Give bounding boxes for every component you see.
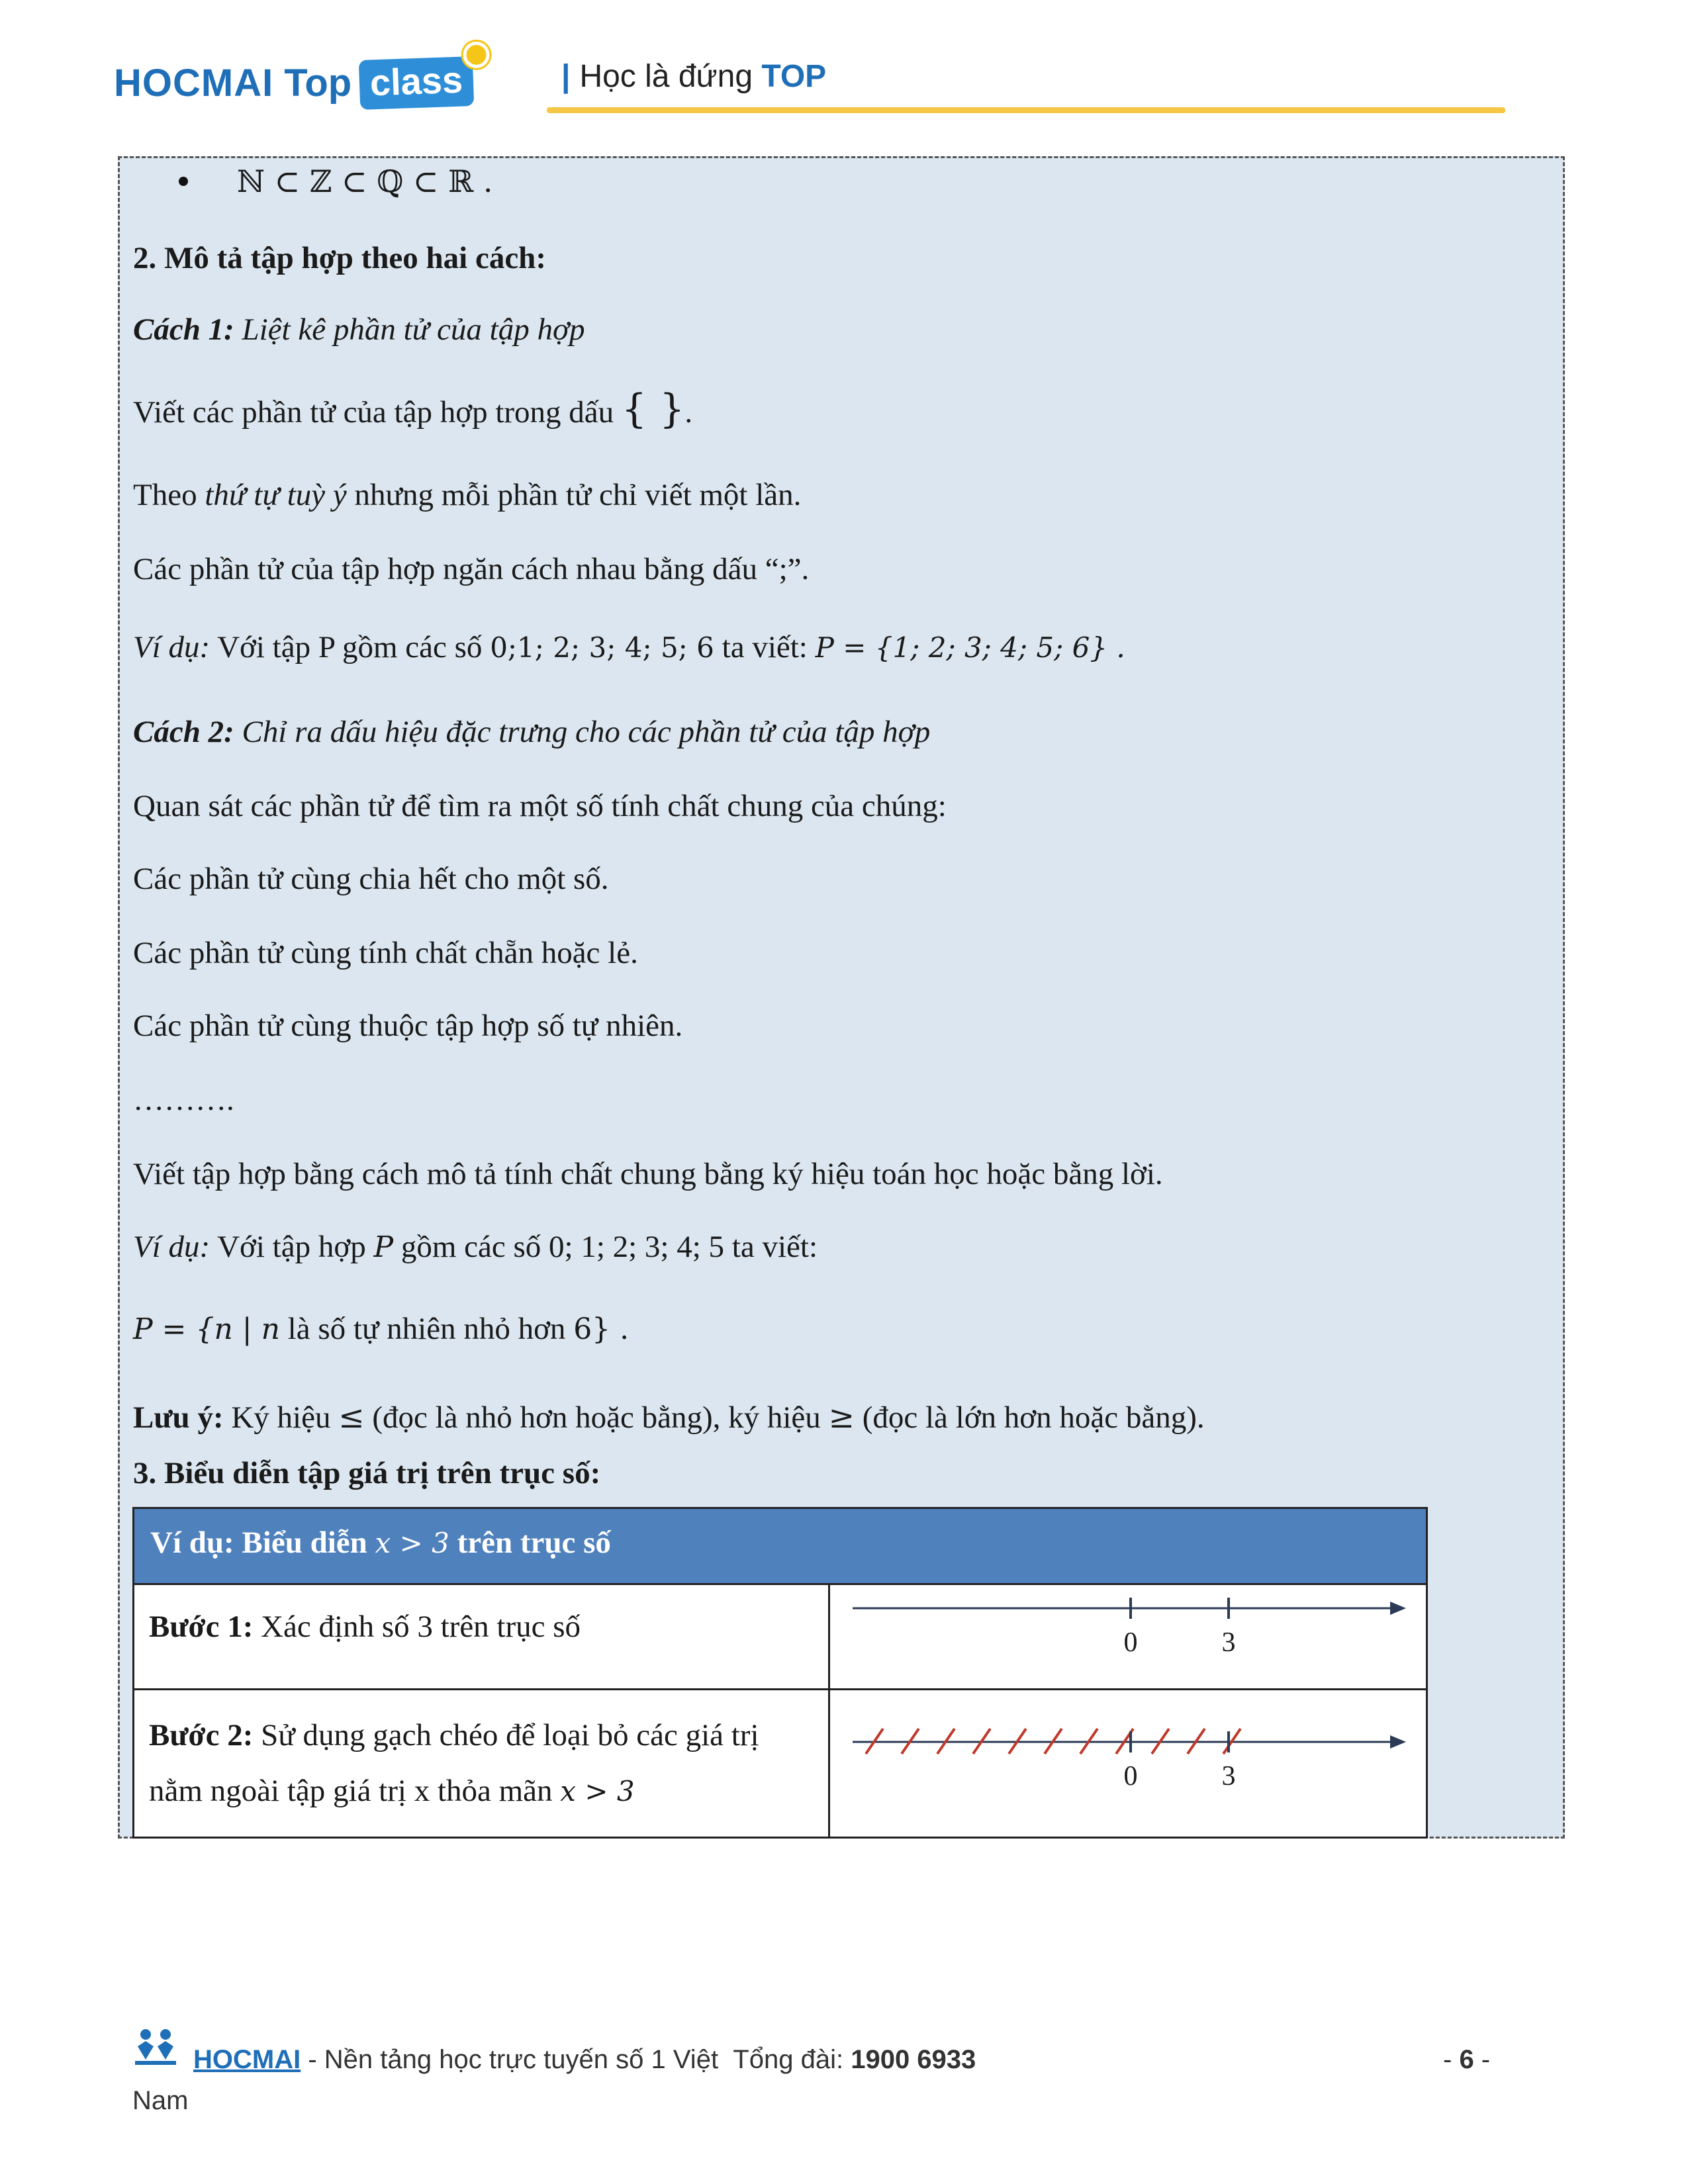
sun-icon (463, 41, 490, 68)
number-line-step2 (826, 1723, 1422, 1803)
m1-example-set: P = {1; 2; 3; 4; 5; 6} . (815, 631, 1125, 664)
m1-line1-braces: { } (621, 386, 685, 432)
m2-line4: Các phần tử cùng thuộc tập hợp số tự nhiên. (133, 1009, 683, 1043)
m1-line2-pre: Theo (133, 478, 197, 512)
m1-example-text: Với tập P gồm các số (217, 630, 483, 664)
m1-example-numbers: 0;1; 2; 3; 4; 5; 6 (490, 631, 714, 664)
step2-math: x > 3 (560, 1775, 635, 1807)
m2-example (133, 1227, 818, 1267)
arrow-right-icon (1390, 1602, 1406, 1615)
section2-title: 2. Mô tả tập hợp theo hai cách: (133, 241, 546, 275)
tagline (561, 58, 826, 95)
m2-example-var: P (373, 1230, 394, 1264)
m2-set-text: là số tự nhiên nhỏ hơn (287, 1312, 566, 1346)
footer-line2: Nam (132, 2086, 189, 2115)
footer-brand-link[interactable]: HOCMAI (193, 2045, 301, 2074)
m2-line1: Quan sát các phần tử để tìm ra một số tính chất chung của chúng: (133, 789, 947, 823)
step2-cell-line1 (149, 1707, 759, 1763)
brand-top: Top (284, 61, 352, 105)
page-number-value: 6 (1459, 2045, 1474, 2074)
brand-class-badge (359, 56, 475, 110)
m2-set-math: P = {n | n (133, 1312, 280, 1346)
tagline-text: Học là đứng (579, 59, 753, 94)
note-le: ≤ (338, 1399, 365, 1435)
tick-label-three: 3 (1221, 1761, 1236, 1792)
m1-line1-text: Viết các phần tử của tập hợp trong dấu (133, 395, 614, 430)
method2-heading (133, 712, 930, 752)
note-ge: ≥ (828, 1399, 855, 1435)
step2-label: Bước 2: (149, 1718, 254, 1752)
table-header-post: trên trục số (457, 1525, 611, 1560)
method1-desc: Liệt kê phần tử của tập hợp (242, 312, 585, 347)
m2-example-rest: gồm các số 0; 1; 2; 3; 4; 5 ta viết: (400, 1230, 818, 1264)
method2-desc: Chỉ ra dấu hiệu đặc trưng cho các phần tử của tập hợp (242, 715, 931, 749)
bullet-icon (179, 177, 188, 186)
footer-text: - Nền tảng học trực tuyến số 1 Việt (308, 2045, 719, 2074)
brand-class: class (369, 58, 464, 103)
step2-text-line1: Sử dụng gạch chéo để loại bỏ các giá trị (261, 1718, 759, 1752)
m2-set (133, 1309, 629, 1349)
header-underline (547, 107, 1505, 113)
step2-text-line2: nằm ngoài tập giá trị x thỏa mãn (149, 1774, 553, 1808)
footer-hotline-label: Tổng đài: (733, 2045, 844, 2074)
tagline-bar: | (561, 59, 571, 94)
m2-example-text: Với tập hợp (217, 1230, 366, 1264)
tick-label-zero: 0 (1123, 1761, 1138, 1792)
method1-heading (133, 310, 585, 349)
m1-example-label: Ví dụ: (133, 630, 211, 664)
method2-label: Cách 2: (133, 715, 234, 749)
tick-label-zero: 0 (1123, 1627, 1138, 1658)
footer-line (193, 2045, 976, 2075)
note-text2: (đọc là nhỏ hơn hoặc bằng), ký hiệu (372, 1400, 821, 1435)
brand-logo (114, 53, 473, 113)
table-header (134, 1509, 1426, 1585)
step1-text: Xác định số 3 trên trục số (261, 1610, 581, 1644)
m2-ellipsis: ………. (133, 1083, 234, 1117)
m1-line1-end: . (684, 395, 693, 430)
m2-line2: Các phần tử cùng chia hết cho một số. (133, 862, 609, 896)
m2-line3: Các phần tử cùng tính chất chẵn hoặc lẻ. (133, 936, 638, 970)
note-label: Lưu ý: (133, 1400, 224, 1435)
brand-hocmai: HOCMAI (114, 61, 274, 105)
page-number: - 6 - (1443, 2045, 1491, 2074)
footer-hotline: 1900 6933 (851, 2045, 976, 2074)
note-text1: Ký hiệu (231, 1400, 331, 1435)
m1-line2-italic: thứ tự tuỳ ý (205, 478, 347, 512)
method1-label: Cách 1: (133, 312, 234, 347)
tagline-top: TOP (761, 59, 827, 94)
note-text3: (đọc là lớn hơn hoặc bằng). (862, 1400, 1205, 1435)
note (133, 1398, 1205, 1437)
m1-line2 (133, 475, 801, 515)
m1-line1 (133, 386, 693, 432)
table-header-text (150, 1525, 611, 1561)
m2-example-label: Ví dụ: (133, 1230, 211, 1264)
number-line-step1 (826, 1588, 1422, 1668)
table-header-math: x > 3 (375, 1527, 449, 1559)
tick-label-three: 3 (1221, 1627, 1236, 1658)
m2-line5: Viết tập hợp bằng cách mô tả tính chất chung bằng ký hiệu toán học hoặc bằng lời. (133, 1157, 1163, 1191)
step1-cell (149, 1599, 581, 1655)
section3-title: 3. Biểu diễn tập giá trị trên trục số: (133, 1456, 601, 1490)
m1-line3: Các phần tử của tập hợp ngăn cách nhau bằng dấu “;”. (133, 552, 810, 586)
step2-cell-line2 (149, 1763, 635, 1819)
table-header-pre: Ví dụ: Biểu diễn (150, 1525, 367, 1560)
m2-set-end: 6} . (573, 1312, 630, 1346)
hocmai-logo-icon (132, 2026, 179, 2066)
m1-example-write: ta viết: (722, 630, 808, 664)
arrow-right-icon (1390, 1735, 1406, 1749)
m1-example (133, 627, 1125, 668)
step1-label: Bước 1: (149, 1610, 254, 1644)
m1-line2-post: nhưng mỗi phần tử chỉ viết một lần. (354, 478, 802, 512)
table-row-divider (134, 1688, 1426, 1690)
subset-chain: ℕ ⊂ ℤ ⊂ ℚ ⊂ ℝ . (237, 163, 493, 199)
